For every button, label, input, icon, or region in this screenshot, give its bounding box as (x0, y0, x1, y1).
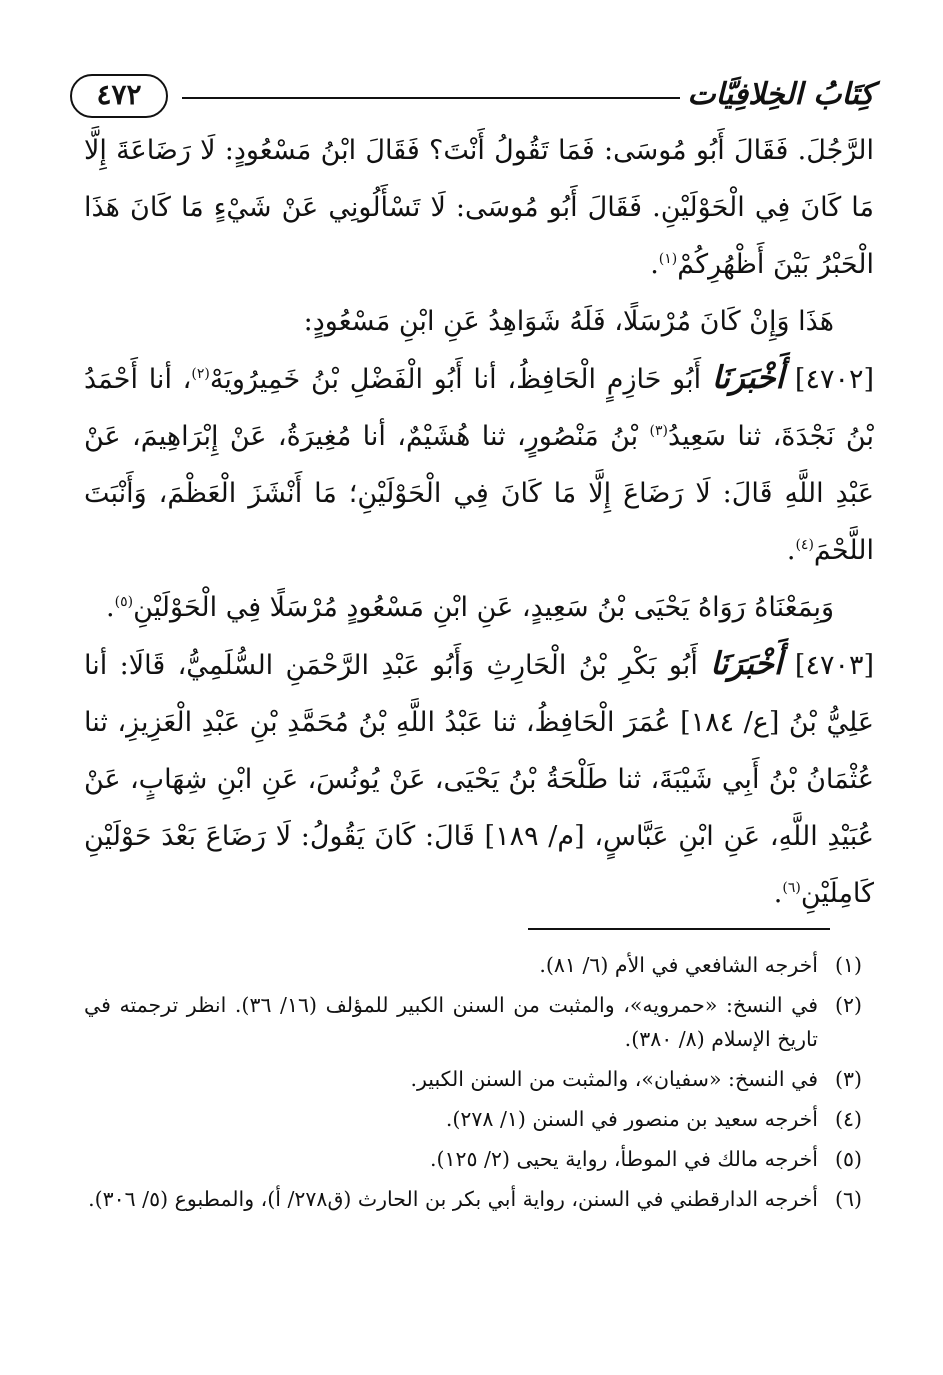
footnote-item (84, 1142, 874, 1176)
footnote-item (84, 1182, 874, 1216)
footnote-number: (٥) (834, 1147, 862, 1171)
footnote-number: (٤) (834, 1107, 862, 1131)
footnote-text: أخرجه الشافعي في الأم (٦/ ٨١). (539, 953, 818, 977)
hadith-4702-text-b: ، أنا أَحْمَدُ بْنُ نَجْدَةَ، ثنا سَعِيدُ (84, 364, 874, 452)
hadith-number-4702: [٤٧٠٢] (794, 364, 874, 395)
hadith-4702-text-c: بْنُ مَنْصُورٍ، ثنا هُشَيْمٌ، أنا مُغِيرَةُ، عَنْ إِبْرَاهِيمَ، عَنْ عَبْدِ اللَّهِ قَالَ: لَا رَضَاعَ إِلَّا مَا كَانَ فِي الْحَوْلَيْنِ؛ مَا أَنْشَزَ الْعَظْمَ، وَأَنْبَتَ اللَّحْمَ (84, 421, 874, 566)
footnotes (84, 948, 874, 1222)
footnote-ref-4[interactable]: (٤) (795, 537, 814, 553)
footnote-ref-3[interactable]: (٣) (649, 423, 669, 439)
footnote-number: (٢) (834, 993, 862, 1017)
footnote-text: أخرجه مالك في الموطأ، رواية يحيى (٢/ ١٢٥). (429, 1147, 818, 1171)
akhbarana-label: أَخْبَرَنَا (711, 360, 785, 396)
paragraph-3-end: . (106, 592, 115, 623)
footnote-ref-6[interactable]: (٦) (782, 880, 801, 896)
footnote-number: (٦) (834, 1187, 862, 1211)
footnote-item (84, 1062, 874, 1096)
page-header (70, 72, 874, 122)
footnote-text: في النسخ: «حمرويه»، والمثبت من السنن الكبير للمؤلف (١٦/ ٣٦). انظر ترجمته في تاريخ الإسلام (٨/ ٣٨٠). (84, 993, 818, 1051)
footnote-number: (٣) (834, 1067, 862, 1091)
hadith-4703 (84, 636, 874, 922)
footnote-text: أخرجه سعيد بن منصور في السنن (١/ ٢٧٨). (445, 1107, 818, 1131)
footnote-text: في النسخ: «سفيان»، والمثبت من السنن الكبير. (410, 1067, 818, 1091)
footnote-ref-1[interactable]: (١) (658, 251, 678, 267)
footnote-separator (528, 928, 830, 930)
footnote-item (84, 948, 874, 982)
hadith-number-4703: [٤٧٠٣] (794, 650, 874, 681)
footnote-item (84, 988, 874, 1056)
book-title: كِتَابُ الخِلافِيَّات (687, 77, 874, 112)
hadith-4703-text: أَبُو بَكْرِ بْنُ الْحَارِثِ وَأَبُو عَبْدِ الرَّحْمَنِ السُّلَمِيُّ، قَالَا: أنا عَلِيُّ بْنُ [ع/ ١٨٤] عُمَرَ الْحَافِظُ، ثنا عَبْدُ اللَّهِ بْنُ مُحَمَّدِ بْنِ عَبْدِ الْعَزِيزِ، ثنا عُثْمَانُ بْنُ أَبِي شَيْبَةَ، ثنا طَلْحَةُ بْنُ يَحْيَى، عَنْ يُونُسَ، عَنِ ابْنِ شِهَابٍ، عَنْ عُبَيْدِ اللَّهِ، عَنِ ابْنِ عَبَّاسٍ، [م/ ١٨٩] قَالَ: كَانَ يَقُولُ: لَا رَضَاعَ بَعْدَ حَوْلَيْنِ كَامِلَيْنِ (84, 650, 874, 909)
paragraph-3 (84, 579, 874, 636)
footnote-item (84, 1102, 874, 1136)
paragraph-1-text: الرَّجُلَ. فَقَالَ أَبُو مُوسَى: فَمَا تَقُولُ أَنْتَ؟ فَقَالَ ابْنُ مَسْعُودٍ: لَا رَضَاعَةَ إِلَّا مَا كَانَ فِي الْحَوْلَيْنِ. فَقَالَ أَبُو مُوسَى: لَا تَسْأَلُونِي عَنْ شَيْءٍ مَا كَانَ هَذَا الْحَبْرُ بَيْنَ أَظْهُرِكُمْ (84, 135, 874, 280)
footnote-ref-5[interactable]: (٥) (114, 594, 134, 610)
page-number: ٤٧٢ (70, 74, 168, 118)
header-rule (182, 97, 680, 99)
footnote-ref-2[interactable]: (٢) (191, 366, 210, 382)
hadith-4702-text-a: أَبُو حَازِمٍ الْحَافِظُ، أنا أَبُو الْفَضْلِ بْنُ خَمِيرُويَهْ (209, 364, 702, 395)
paragraph-3-text: وَبِمَعْنَاهُ رَوَاهُ يَحْيَى بْنُ سَعِيدٍ، عَنِ ابْنِ مَسْعُودٍ مُرْسَلًا فِي الْحَوْلَيْنِ (133, 592, 834, 623)
paragraph-2 (84, 293, 874, 350)
hadith-4702 (84, 350, 874, 579)
hadith-4702-end: . (786, 535, 796, 566)
akhbarana-label: أَخْبَرَنَا (710, 646, 783, 682)
paragraph-1-end: . (650, 249, 659, 280)
paragraph-1 (84, 122, 874, 293)
paragraph-2-text: هَذَا وَإِنْ كَانَ مُرْسَلًا، فَلَهُ شَوَاهِدُ عَنِ ابْنِ مَسْعُودٍ: (303, 306, 834, 337)
footnote-number: (١) (834, 953, 862, 977)
main-text (84, 122, 874, 922)
hadith-4703-end: . (773, 878, 783, 909)
footnote-text: أخرجه الدارقطني في السنن، رواية أبي بكر بن الحارث (ق٢٧٨/ أ)، والمطبوع (٥/ ٣٠٦). (88, 1187, 818, 1211)
